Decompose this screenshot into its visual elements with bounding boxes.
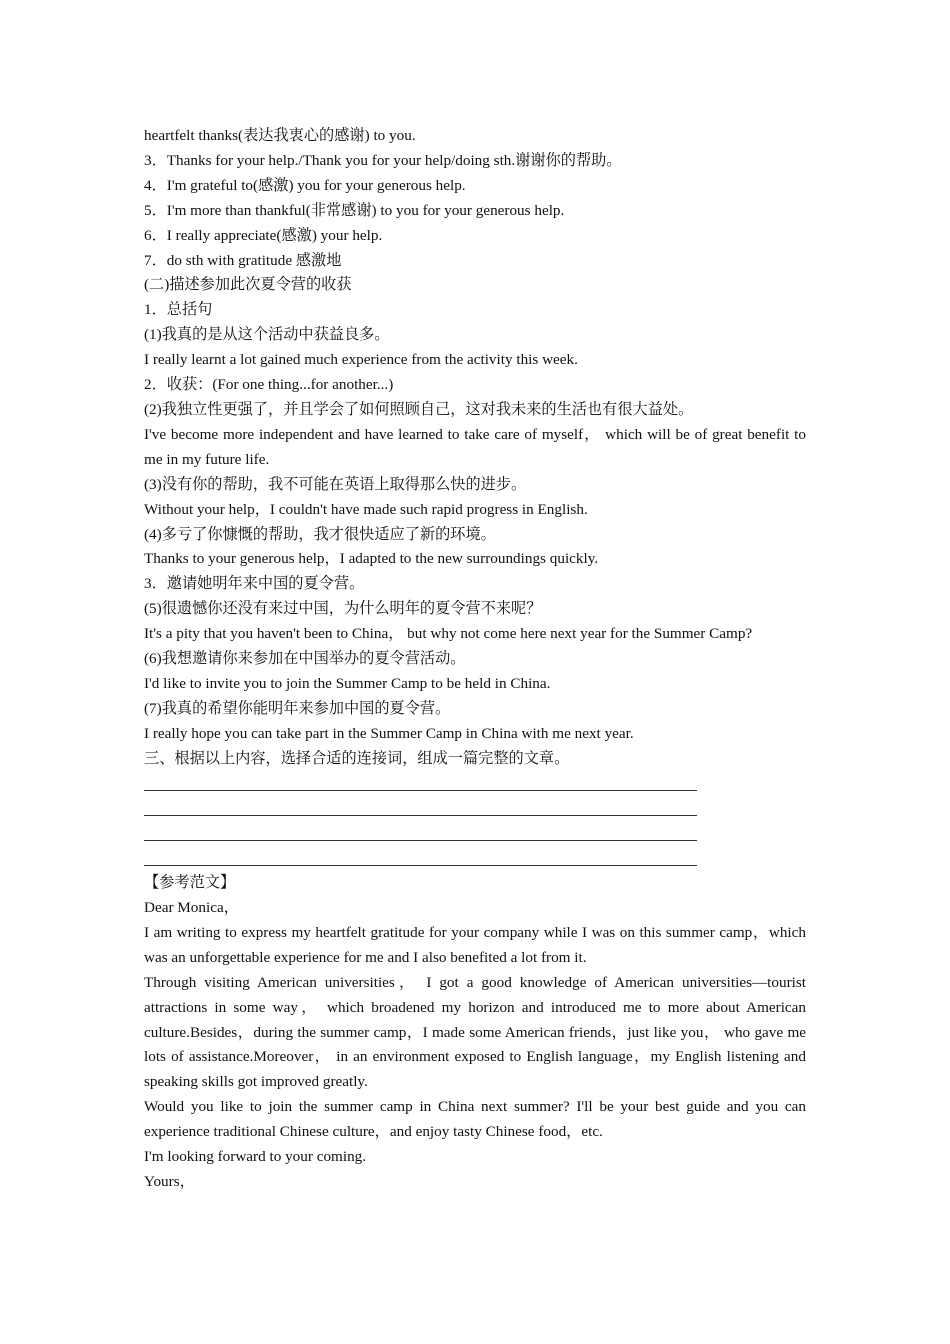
- answer-line[interactable]: [144, 821, 806, 846]
- sentence-3-english: Without your help，I couldn't have made such rapid progress in English.: [144, 500, 588, 518]
- letter-paragraph-4: I'm looking forward to your coming.: [144, 1148, 367, 1166]
- expression-item-4: 4．I'm grateful to(感激) you for your generous help.: [144, 176, 466, 194]
- sentence-1-chinese: (1)我真的是从这个活动中获益良多。: [144, 326, 390, 344]
- letter-paragraph-1: I am writing to express my heartfelt gratitude for your company while I was on this summer camp，which was an unforgettable experience for me and I also benefited a lot from it.: [144, 923, 806, 966]
- invite-heading: 3．邀请她明年来中国的夏令营。: [144, 575, 365, 593]
- sample-heading: 【参考范文】: [144, 874, 236, 892]
- letter-greeting: Dear Monica，: [144, 899, 239, 917]
- expression-item-5: 5．I'm more than thankful(非常感谢) to you for your generous help.: [144, 201, 565, 219]
- sentence-3-chinese: (3)没有你的帮助，我不可能在英语上取得那么快的进步。: [144, 475, 527, 493]
- sentence-6-english: I'd like to invite you to join the Summer Camp to be held in China.: [144, 674, 551, 692]
- gains-heading: 2．收获：(For one thing...for another...): [144, 376, 394, 394]
- section-3-instruction: 三、根据以上内容，选择合适的连接词，组成一篇完整的文章。: [144, 749, 570, 767]
- letter-paragraph-3: Would you like to join the summer camp in China next summer? I'll be your best guide and you can experience traditional Chinese culture，and enjoy tasty Chinese food，etc.: [144, 1098, 806, 1141]
- sentence-5-chinese: (5)很遗憾你还没有来过中国，为什么明年的夏令营不来呢？: [144, 600, 542, 618]
- expression-item-7: 7．do sth with gratitude 感激地: [144, 251, 342, 269]
- answer-line[interactable]: [144, 846, 806, 871]
- expression-item-6: 6．I really appreciate(感激) your help.: [144, 226, 383, 244]
- sentence-7-chinese: (7)我真的希望你能明年来参加中国的夏令营。: [144, 699, 451, 717]
- sentence-1-english: I really learnt a lot gained much experience from the activity this week.: [144, 351, 578, 369]
- sentence-4-english: Thanks to your generous help，I adapted to the new surroundings quickly.: [144, 550, 599, 568]
- expression-continued: heartfelt thanks(表达我衷心的感谢) to you.: [144, 127, 416, 144]
- letter-closing: Yours，: [144, 1173, 195, 1190]
- expression-item-3: 3．Thanks for your help./Thank you for your help/doing sth.谢谢你的帮助。: [144, 151, 622, 169]
- letter-paragraph-2: Through visiting American universities， I got a good knowledge of American universities—tourist attractions in some way， which broadened my horizon and introduced me to more about American culture.Besides，during the summer camp，I made some American friends，just like you， who gave me lots of assistance.Moreover， in an environment exposed to English language，my English listening and speaking skills got improved greatly.: [144, 973, 806, 1091]
- answer-line[interactable]: [144, 796, 806, 821]
- sentence-5-english: It's a pity that you haven't been to China， but why not come here next year for the Summer Camp?: [144, 625, 753, 643]
- sentence-7-english: I really hope you can take part in the Summer Camp in China with me next year.: [144, 724, 634, 742]
- summary-heading: 1．总括句: [144, 301, 213, 319]
- document-page: [144, 124, 806, 1195]
- sentence-4-chinese: (4)多亏了你慷慨的帮助，我才很快适应了新的环境。: [144, 525, 496, 543]
- section-2-heading: (二)描述参加此次夏令营的收获: [144, 276, 352, 294]
- sentence-6-chinese: (6)我想邀请你来参加在中国举办的夏令营活动。: [144, 650, 466, 668]
- sentence-2-english: I've become more independent and have learned to take care of myself， which will be of great benefit to me in my future life.: [144, 425, 806, 468]
- sentence-2-chinese: (2)我独立性更强了，并且学会了如何照顾自己，这对我未来的生活也有很大益处。: [144, 400, 694, 418]
- answer-line[interactable]: [144, 772, 806, 797]
